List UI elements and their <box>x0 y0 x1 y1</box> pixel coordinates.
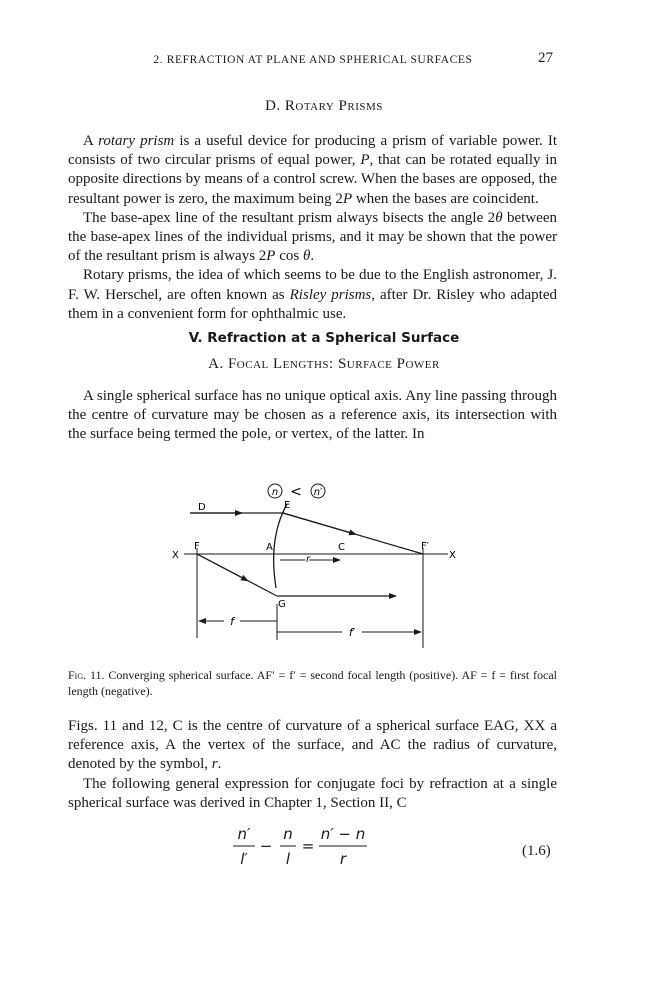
label-f: f <box>230 615 234 628</box>
label-a: A <box>266 542 273 553</box>
eq-denominator-l: l <box>285 850 291 868</box>
ray-arrow-ef-prime <box>283 513 356 534</box>
spherical-surface-eag <box>274 504 287 588</box>
term-risley-prisms: Risley prisms <box>289 286 372 303</box>
eq-numerator-n: n <box>283 825 293 843</box>
figure-caption-label: Fig. 11. <box>68 668 105 682</box>
figure-caption <box>68 667 557 699</box>
paragraph-figs-11-12: Figs. 11 and 12, C is the centre of curvature of a spherical surface EAG, XX a reference axis, A the vertex of the surface, and AC the radius of curvature, denoted by the symbol, r. <box>68 718 557 773</box>
label-d: D <box>198 502 206 513</box>
section-heading-spherical-surface: V. Refraction at a Spherical Surface <box>188 330 460 346</box>
eq-denominator-r: r <box>339 850 347 868</box>
label-c: C <box>338 542 345 553</box>
equation-conjugate-foci <box>230 822 370 882</box>
label-g: G <box>278 599 286 610</box>
eq-minus: − <box>259 837 273 855</box>
paragraph-conjugate-foci: The following general expression for conjugate foci by refraction at a single spherical surface was derived in Chapter 1, Section II, C <box>68 775 557 811</box>
paragraph-risley-prisms: Rotary prisms, the idea of which seems to be due to the English astronomer, J. F. W. Herschel, are often known as Risley prisms, after Dr. Risley who adapted them in a convenient form for ophthalmic use. <box>68 267 557 322</box>
eq-numerator-n-prime: n′ <box>237 825 251 843</box>
subsection-heading-focal-lengths: A. Focal Lengths: Surface Power <box>208 356 440 372</box>
paragraph-rotary-prism-definition: A rotary prism is a useful device for producing a prism of variable power. It consists of two circular prisms of equal power, P, that can be rotated equally in opposite directions by means of a control screw. When the bases are opposed, the resultant power is zero, the maximum being 2P when the bases are coincident. <box>68 133 557 207</box>
term-rotary-prism: rotary prism <box>98 133 175 149</box>
label-f-point: F <box>194 541 200 552</box>
focal-lengths-text <box>68 387 557 445</box>
definitions-text <box>68 717 557 813</box>
running-head: 2. REFRACTION AT PLANE AND SPHERICAL SURFACES <box>153 54 473 66</box>
equation-number: (1.6) <box>522 843 551 859</box>
label-n: n <box>271 487 279 498</box>
label-e: E <box>284 500 291 511</box>
label-f-prime: f′ <box>348 626 356 639</box>
paragraph-optical-axis: A single spherical surface has no unique optical axis. Any line passing through the centre of curvature may be chosen as a reference axis, its intersection with the surface being termed the pole, or vertex, of the latter. In <box>68 388 557 443</box>
label-n-prime: n′ <box>313 487 323 498</box>
paragraph-base-apex-line: The base-apex line of the resultant prism always bisects the angle 2θ between the base-apex lines of the individual prisms, and it may be shown that the power of the resultant prism is always 2P cos θ. <box>68 209 557 265</box>
page-number: 27 <box>538 50 553 66</box>
ray-arrow-fg <box>197 554 248 581</box>
rotary-prisms-text <box>68 132 557 324</box>
figure-converging-spherical-surface <box>170 476 470 662</box>
eq-denominator-l-prime: l′ <box>240 850 248 868</box>
label-less-than: < <box>290 484 302 500</box>
label-r: r <box>305 554 311 565</box>
eq-numerator-difference: n′ − n <box>320 825 366 843</box>
eq-equals: = <box>301 837 315 855</box>
label-f-prime-point: F′ <box>421 541 430 552</box>
label-x-left: X <box>172 550 179 561</box>
label-x-right: X <box>449 550 456 561</box>
figure-caption-text: Converging spherical surface. AF′ = f′ = second focal length (positive). AF = f = first focal length (negative). <box>68 668 557 698</box>
section-heading-rotary-prisms: D. Rotary Prisms <box>265 98 383 114</box>
